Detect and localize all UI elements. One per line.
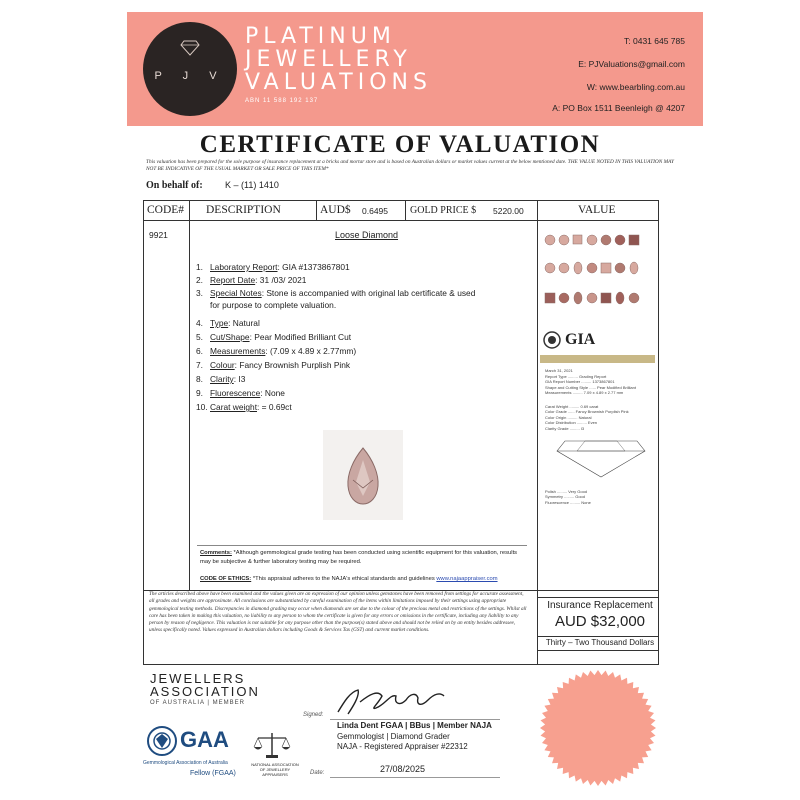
item-value: : = 0.69ct bbox=[257, 402, 292, 412]
list-item bbox=[196, 388, 285, 399]
insurance-label: Insurance Replacement bbox=[547, 600, 653, 611]
abn-number: ABN 11 588 192 137 bbox=[245, 98, 319, 104]
gia-line: GIA Report Number ......... 1373867801 bbox=[545, 379, 615, 384]
date-label: Date: bbox=[310, 770, 325, 776]
gia-line: Color Origin ......... Natural bbox=[545, 414, 592, 420]
ethics-text: *This appraisal adheres to the NAJA's ethical standards and guidelines bbox=[251, 576, 437, 582]
jaa-subtitle: OF AUSTRALIA | MEMBER bbox=[150, 700, 245, 706]
header-code: CODE# bbox=[147, 204, 185, 216]
scales-icon bbox=[252, 730, 292, 760]
item-label: Fluorescence bbox=[210, 388, 261, 398]
item-label: Special Notes bbox=[210, 288, 262, 298]
item-label: Laboratory Report bbox=[210, 262, 278, 272]
item-label: Clarity bbox=[210, 374, 234, 384]
header-value: VALUE bbox=[578, 204, 616, 216]
jaa-logo bbox=[150, 672, 260, 698]
contact-phone: T: 0431 645 785 bbox=[624, 36, 685, 46]
gia-report-details bbox=[545, 368, 657, 505]
logo-initials: P J V bbox=[154, 70, 226, 82]
item-label: Report Date bbox=[210, 275, 256, 285]
ins-top-line bbox=[537, 597, 659, 598]
gia-line: Report Type ......... Grading Report bbox=[545, 373, 607, 379]
pjv-logo bbox=[143, 22, 237, 116]
item-number: 5. bbox=[196, 332, 203, 342]
gia-line: Color Grade ...... Fancy Brownish Purplish Pink bbox=[545, 409, 629, 414]
comments-label: Comments: bbox=[200, 550, 232, 556]
gia-brand: GIA bbox=[565, 331, 596, 348]
code-col-divider bbox=[189, 200, 190, 590]
comments-divider bbox=[197, 545, 527, 546]
signer-title: Gemmologist | Diamond Grader bbox=[337, 732, 450, 741]
item-number: 4. bbox=[196, 318, 203, 328]
gia-line: Symmetry ......... Good bbox=[545, 494, 586, 499]
insurance-words: Thirty – Two Thousand Dollars bbox=[545, 638, 655, 647]
list-item bbox=[196, 275, 306, 286]
desc-col-divider bbox=[316, 200, 317, 220]
list-item bbox=[196, 332, 351, 343]
gia-line: Shape and Cutting Style ...... Pear Modified Brilliant bbox=[545, 384, 636, 390]
item-label: Measurements bbox=[210, 346, 266, 356]
list-item bbox=[196, 346, 356, 357]
item-value: : Natural bbox=[228, 318, 260, 328]
header-description: DESCRIPTION bbox=[206, 204, 281, 216]
date-line bbox=[330, 777, 500, 778]
item-value: : Fancy Brownish Purplish Pink bbox=[234, 360, 351, 370]
item-number: 9. bbox=[196, 388, 203, 398]
gia-line: Polish ......... Very Good bbox=[545, 488, 588, 494]
item-label: Cut/Shape bbox=[210, 332, 250, 342]
ethics-block bbox=[200, 576, 498, 582]
item-number: 10. bbox=[196, 402, 208, 412]
header-aud-value: 0.6495 bbox=[362, 206, 388, 216]
list-item bbox=[196, 318, 260, 329]
insurance-amount: AUD $32,000 bbox=[554, 613, 646, 630]
comments-text: *Although gemmological grade testing has been conducted using scientific equipment for this valuation, results may be subjective & further laboratory testing may be required. bbox=[200, 550, 518, 565]
brand-line-1: PLATINUM bbox=[245, 24, 396, 49]
jaa-line-2: ASSOCIATION bbox=[150, 684, 260, 699]
signer-registration: NAJA - Registered Appraiser #22312 bbox=[337, 742, 468, 751]
jaa-line-1: JEWELLERS bbox=[150, 671, 246, 686]
item-number: 6. bbox=[196, 346, 203, 356]
item-number: 8. bbox=[196, 374, 203, 384]
embossed-seal bbox=[538, 668, 658, 788]
item-value: for purpose to complete valuation. bbox=[210, 300, 337, 310]
gaa-subtitle: Gemmological Association of Australia bbox=[143, 760, 228, 766]
disclaimer-text: This valuation has been prepared for the sole purpose of insurance replacement at a bricks and mortar store and is based on Australian dollars or market values current at the below mentioned date. THE VALUE NOTED IN THIS VALUATION MAY NOT BE INDICATIVE OF THE USUAL MARKET OR SALE PRICE OF THIS ITEM* bbox=[146, 159, 674, 172]
item-number: 7. bbox=[196, 360, 203, 370]
diamond-photo bbox=[323, 430, 403, 520]
item-value: : Pear Modified Brilliant Cut bbox=[249, 332, 352, 342]
gia-line: March 31, 2021 bbox=[545, 368, 573, 373]
ins-bottom-line bbox=[537, 650, 659, 651]
gia-line: Measurements ......... 7.09 x 4.89 x 2.77 mm bbox=[545, 390, 624, 395]
fellow-badge: Fellow (FGAA) bbox=[190, 770, 236, 777]
comments-block bbox=[200, 549, 520, 566]
item-number: 2. bbox=[196, 275, 203, 285]
item-value: : Stone is accompanied with original lab certificate & used bbox=[261, 288, 476, 298]
item-value: : I3 bbox=[233, 374, 246, 384]
item-label: Type bbox=[210, 318, 229, 328]
ethics-label: CODE OF ETHICS: bbox=[200, 576, 252, 582]
naja-text: NATIONAL ASSOCIATION OF JEWELLERY APPRAISERS bbox=[251, 762, 299, 777]
brand-line-2: JEWELLERY bbox=[245, 47, 412, 72]
aud-col-divider bbox=[405, 200, 406, 220]
proportions-diagram bbox=[545, 431, 657, 481]
behalf-label: On behalf of: bbox=[146, 180, 203, 191]
behalf-value: K – (11) 1410 bbox=[225, 180, 279, 190]
diamond-shapes-chart bbox=[540, 230, 658, 320]
item-number: 1. bbox=[196, 262, 203, 272]
gia-line: Color Distribution ......... Even bbox=[545, 420, 598, 425]
gia-title-bar bbox=[540, 355, 655, 363]
gia-line: Carat Weight ......... 0.69 carat bbox=[545, 403, 599, 409]
header-gold-label: GOLD PRICE $ bbox=[410, 205, 477, 216]
gia-line: Clarity Grade ......... I3 bbox=[545, 425, 585, 431]
value-col-divider bbox=[537, 200, 538, 665]
gaa-text: GAA bbox=[180, 727, 229, 752]
item-value: : GIA #1373867801 bbox=[277, 262, 350, 272]
contact-address: A: PO Box 1511 Beenleigh @ 4207 bbox=[552, 103, 685, 113]
signer-name: Linda Dent FGAA | BBus | Member NAJA bbox=[337, 721, 492, 730]
contact-email[interactable]: E: PJValuations@gmail.com bbox=[578, 59, 685, 69]
item-value: : 31 /03/ 2021 bbox=[255, 275, 307, 285]
item-code: 9921 bbox=[149, 230, 168, 240]
terms-text: The articles described above have been examined and the values given are an expression of our opinion unless gemstones have been removed from settings for accurate assessment, all grades and weights are approximate. All conclusions are substantiated by careful examination of the items within limitations imposed by their settings using appropriate gemmological testing methods. Discrepancies in diamond grading may occur when diamonds are set due to the colour of the precious metal and restrictions of the settings. Whilst all care has been taken in making this valuation, no liability to any person to whom the certificate is given for any errors or omissions in the certificate, including any liability to any person by reason of negligence. This valuation is not suitable for any purpose other than the purpose(s) stated above and should not be relied on by an entity besides addressee, unless specifically noted. Values expressed in Australian dollars including Goods & Services Tax (GST) and current market conditions. bbox=[149, 591, 527, 634]
list-item bbox=[196, 262, 350, 273]
diamond-icon bbox=[180, 40, 200, 56]
item-title: Loose Diamond bbox=[335, 230, 399, 240]
brand-line-3: VALUATIONS bbox=[245, 70, 432, 95]
signature-line bbox=[330, 719, 500, 720]
list-item bbox=[196, 360, 350, 371]
header-gold-value: 5220.00 bbox=[493, 206, 524, 216]
item-number: 3. bbox=[196, 288, 203, 298]
item-label: Carat weight bbox=[210, 402, 258, 412]
header-aud-label: AUD$ bbox=[320, 204, 351, 216]
signature bbox=[330, 682, 460, 720]
list-item bbox=[196, 300, 336, 311]
contact-website[interactable]: W: www.bearbling.com.au bbox=[586, 82, 685, 92]
item-value: : None bbox=[260, 388, 285, 398]
header-divider bbox=[143, 220, 659, 221]
certificate-date: 27/08/2025 bbox=[380, 764, 426, 774]
item-label: Colour bbox=[210, 360, 235, 370]
list-item bbox=[196, 288, 475, 299]
certificate-title: CERTIFICATE OF VALUATION bbox=[199, 131, 601, 158]
ins-mid-line bbox=[537, 636, 659, 637]
signed-label: Signed: bbox=[303, 712, 324, 718]
item-value: : (7.09 x 4.89 x 2.77mm) bbox=[265, 346, 357, 356]
ethics-link[interactable]: www.najaappraiser.com bbox=[436, 576, 498, 582]
list-item bbox=[196, 374, 245, 385]
gia-line: Fluorescence ......... None bbox=[545, 499, 591, 505]
list-item bbox=[196, 402, 292, 413]
